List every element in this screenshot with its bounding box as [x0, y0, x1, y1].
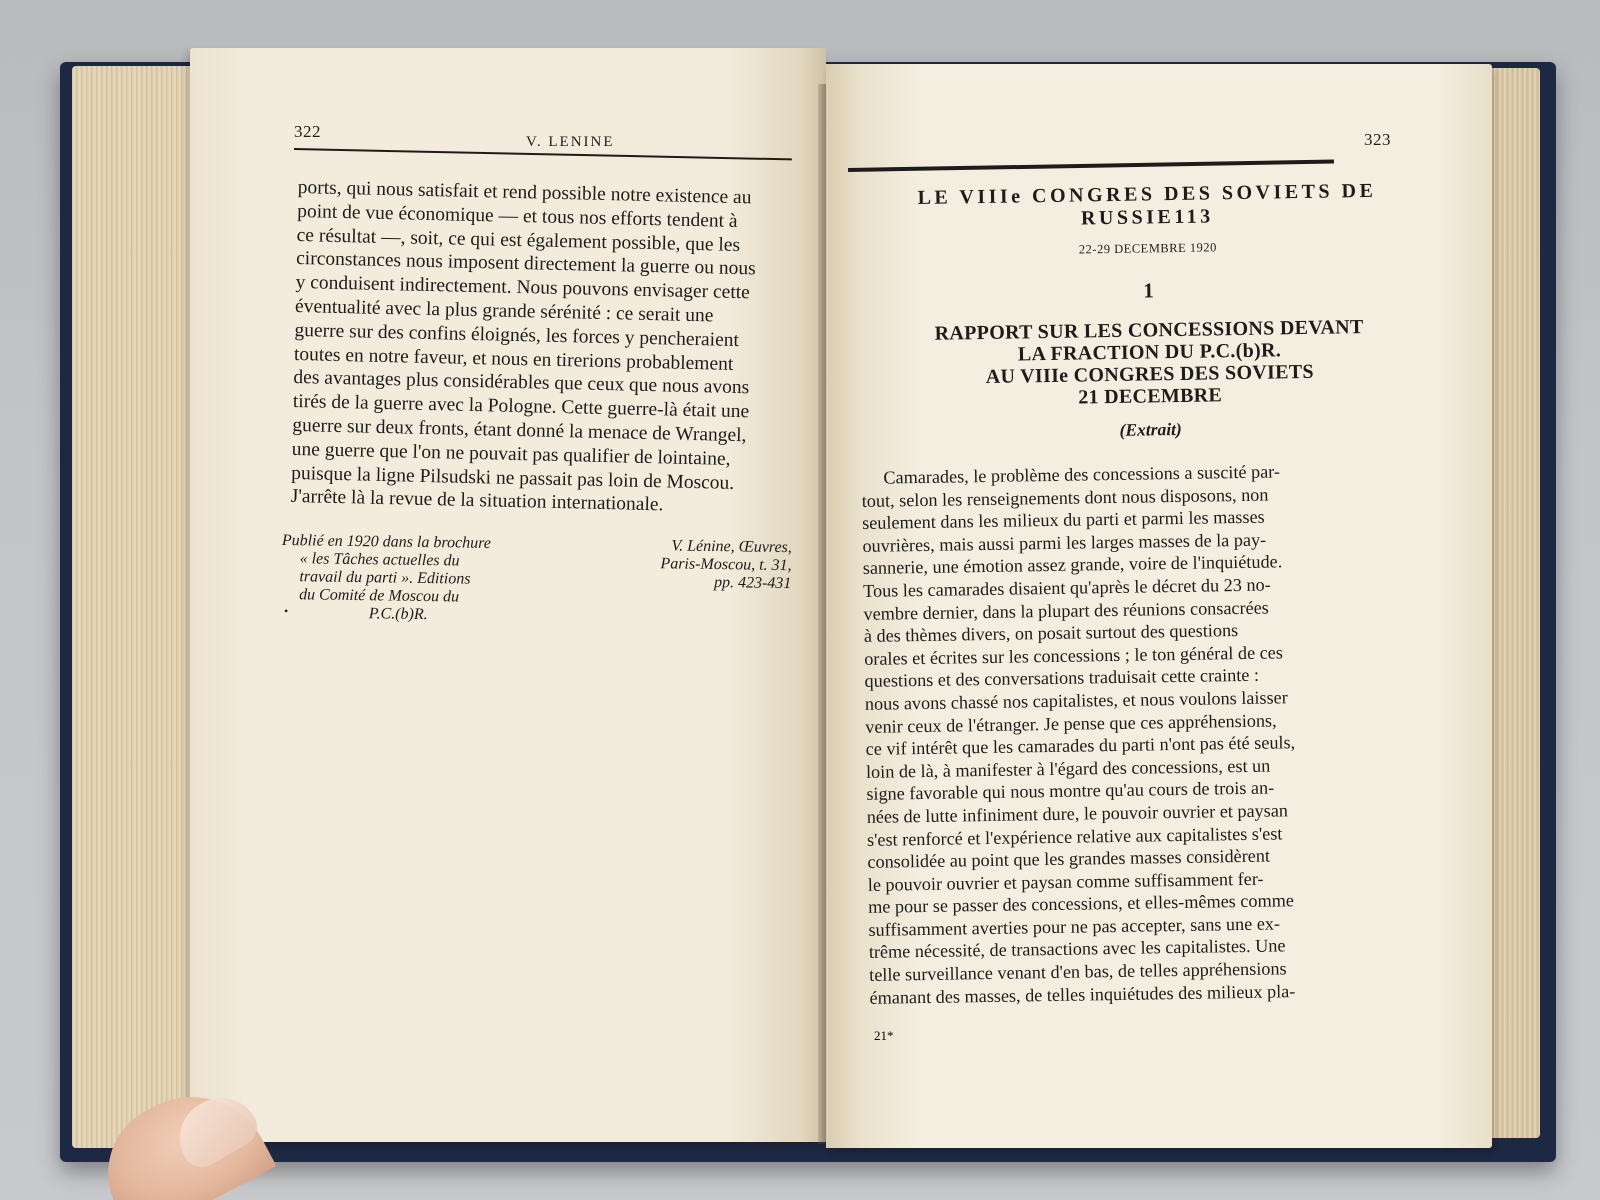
- text-line: ce résultat —, soit, ce qui est également possible, que les: [296, 224, 741, 256]
- text-line: des avantages plus considérables que ceux que nous avons: [293, 367, 750, 399]
- text-line: sannerie, une émotion assez grande, voire de l'inquiétude.: [862, 551, 1283, 579]
- title-line: RUSSIE113: [1080, 205, 1214, 230]
- note-line: du Comité de Moscou du: [299, 586, 460, 606]
- text-line: guerre sur deux fronts, étant donné la menace de Wrangel,: [292, 414, 747, 447]
- text-line: signe favorable qui nous montre qu'au cours de trois an-: [866, 777, 1275, 805]
- text-line: guerre sur des confins éloignés, les forces y pencheraient: [294, 319, 740, 351]
- page-mark: •: [284, 604, 289, 618]
- right-folio: 323: [1364, 130, 1391, 149]
- text-line: puisque la ligne Pilsudski ne passait pas loin de Moscou.: [291, 462, 735, 494]
- text-line: telle surveillance venant d'en bas, de telles appréhensions: [869, 958, 1287, 985]
- text-line: émanant des masses, de telles inquiétudes des milieux pla-: [869, 980, 1296, 1008]
- text-line: orales et écrites sur les concessions ; le ton général de ces: [864, 642, 1284, 669]
- text-line: Camarades, le problème des concessions a suscité par-: [883, 461, 1281, 488]
- right-paragraph: [861, 459, 1389, 1009]
- text-line: s'est renforcé et l'expérience relative aux capitalistes s'est: [866, 822, 1283, 850]
- note-line: V. Lénine, Œuvres,: [671, 537, 792, 557]
- publication-note: [281, 532, 552, 626]
- extract-label: (Extrait): [1119, 418, 1182, 440]
- left-page: [190, 48, 826, 1142]
- text-line: nées de lutte infiniment dure, le pouvoir ouvrier et paysan: [866, 800, 1289, 827]
- text-line: questions et des conversations traduisait cette crainte :: [864, 665, 1260, 692]
- text-line: ouvrières, mais aussi parmi les larges masses de la pay-: [862, 529, 1267, 556]
- note-line: travail du parti ». Editions: [299, 568, 471, 588]
- text-line: venir ceux de l'étranger. Je pense que ces appréhensions,: [865, 709, 1277, 737]
- title-line: LA FRACTION DU P.C.(b)R.: [1017, 339, 1282, 366]
- works-reference: [591, 536, 792, 593]
- text-line: me pour se passer des concessions, et elles-mêmes comme: [867, 890, 1295, 918]
- note-line: « les Tâches actuelles du: [299, 550, 460, 570]
- signature-mark: 21*: [874, 1028, 894, 1043]
- left-running-head: V. LENINE: [526, 134, 615, 150]
- text-line: y conduisent indirectement. Nous pouvons envisager cette: [295, 272, 751, 304]
- right-page: [826, 64, 1492, 1148]
- text-line: point de vue économique — et tous nos efforts tendent à: [296, 200, 738, 232]
- text-line: J'arrête là la revue de la situation internationale.: [290, 486, 664, 516]
- text-line: nous avons chassé nos capitalistes, et nous voulons laisser: [864, 687, 1288, 714]
- text-line: éventualité avec la plus grande sérénité : ce serait une: [294, 295, 714, 327]
- text-line: Tous les camarades disaient qu'après le décret du 23 no-: [863, 574, 1271, 601]
- source-note: [281, 532, 792, 624]
- text-line: circonstances nous imposent directement la guerre ou nous: [295, 248, 756, 280]
- text-line: loin de là, à manifester à l'égard des concessions, est un: [865, 755, 1271, 782]
- conference-title: [897, 180, 1398, 234]
- text-line: le pouvoir ouvrier et paysan comme suffisamment fer-: [867, 868, 1264, 895]
- title-line: AU VIIIe CONGRES DES SOVIETS: [985, 360, 1315, 388]
- note-line: Publié en 1920 dans la brochure: [281, 532, 491, 552]
- left-folio: 322: [294, 122, 321, 141]
- text-line: tirés de la guerre avec la Pologne. Cette guerre-là était une: [292, 391, 750, 423]
- left-paragraph: [290, 176, 802, 521]
- text-line: à des thèmes divers, on posait surtout des questions: [863, 620, 1239, 647]
- right-content: [856, 124, 1500, 1009]
- note-line: pp. 423-431: [713, 574, 792, 593]
- title-line: RAPPORT SUR LES CONCESSIONS DEVANT: [934, 316, 1364, 345]
- report-title: [899, 315, 1400, 411]
- section-number: 1: [1143, 278, 1154, 303]
- text-line: ce vif intérêt que les camarades du parti n'ont pas été seuls,: [865, 732, 1296, 760]
- text-line: consolidée au point que les grandes masses considèrent: [867, 845, 1271, 873]
- text-line: trême nécessité, de transactions avec les capitalistes. Une: [868, 935, 1286, 963]
- text-line: toutes en notre faveur, et nous en tirerions probablement: [293, 343, 734, 375]
- text-line: vembre dernier, dans la plupart des réunions consacrées: [863, 597, 1269, 624]
- note-line: Paris-Moscou, t. 31,: [660, 555, 792, 575]
- note-line: P.C.(b)R.: [368, 605, 428, 624]
- text-line: tout, selon les renseignements dont nous disposons, non: [861, 484, 1269, 511]
- text-line: suffisamment averties pour ne pas accepter, sans une ex-: [868, 913, 1281, 940]
- title-line: 21 DECEMBRE: [1078, 384, 1223, 409]
- title-line: LE VIIIe CONGRES DES SOVIETS DE: [917, 179, 1377, 210]
- text-line: seulement dans les milieux du parti et parmi les masses: [861, 506, 1265, 534]
- text-line: ports, qui nous satisfait et rend possible notre existence au: [297, 176, 752, 209]
- conference-dates: 22-29 DECEMBRE 1920: [1078, 240, 1217, 257]
- text-line: une guerre que l'on ne pouvait pas qualifier de lointaine,: [291, 438, 731, 470]
